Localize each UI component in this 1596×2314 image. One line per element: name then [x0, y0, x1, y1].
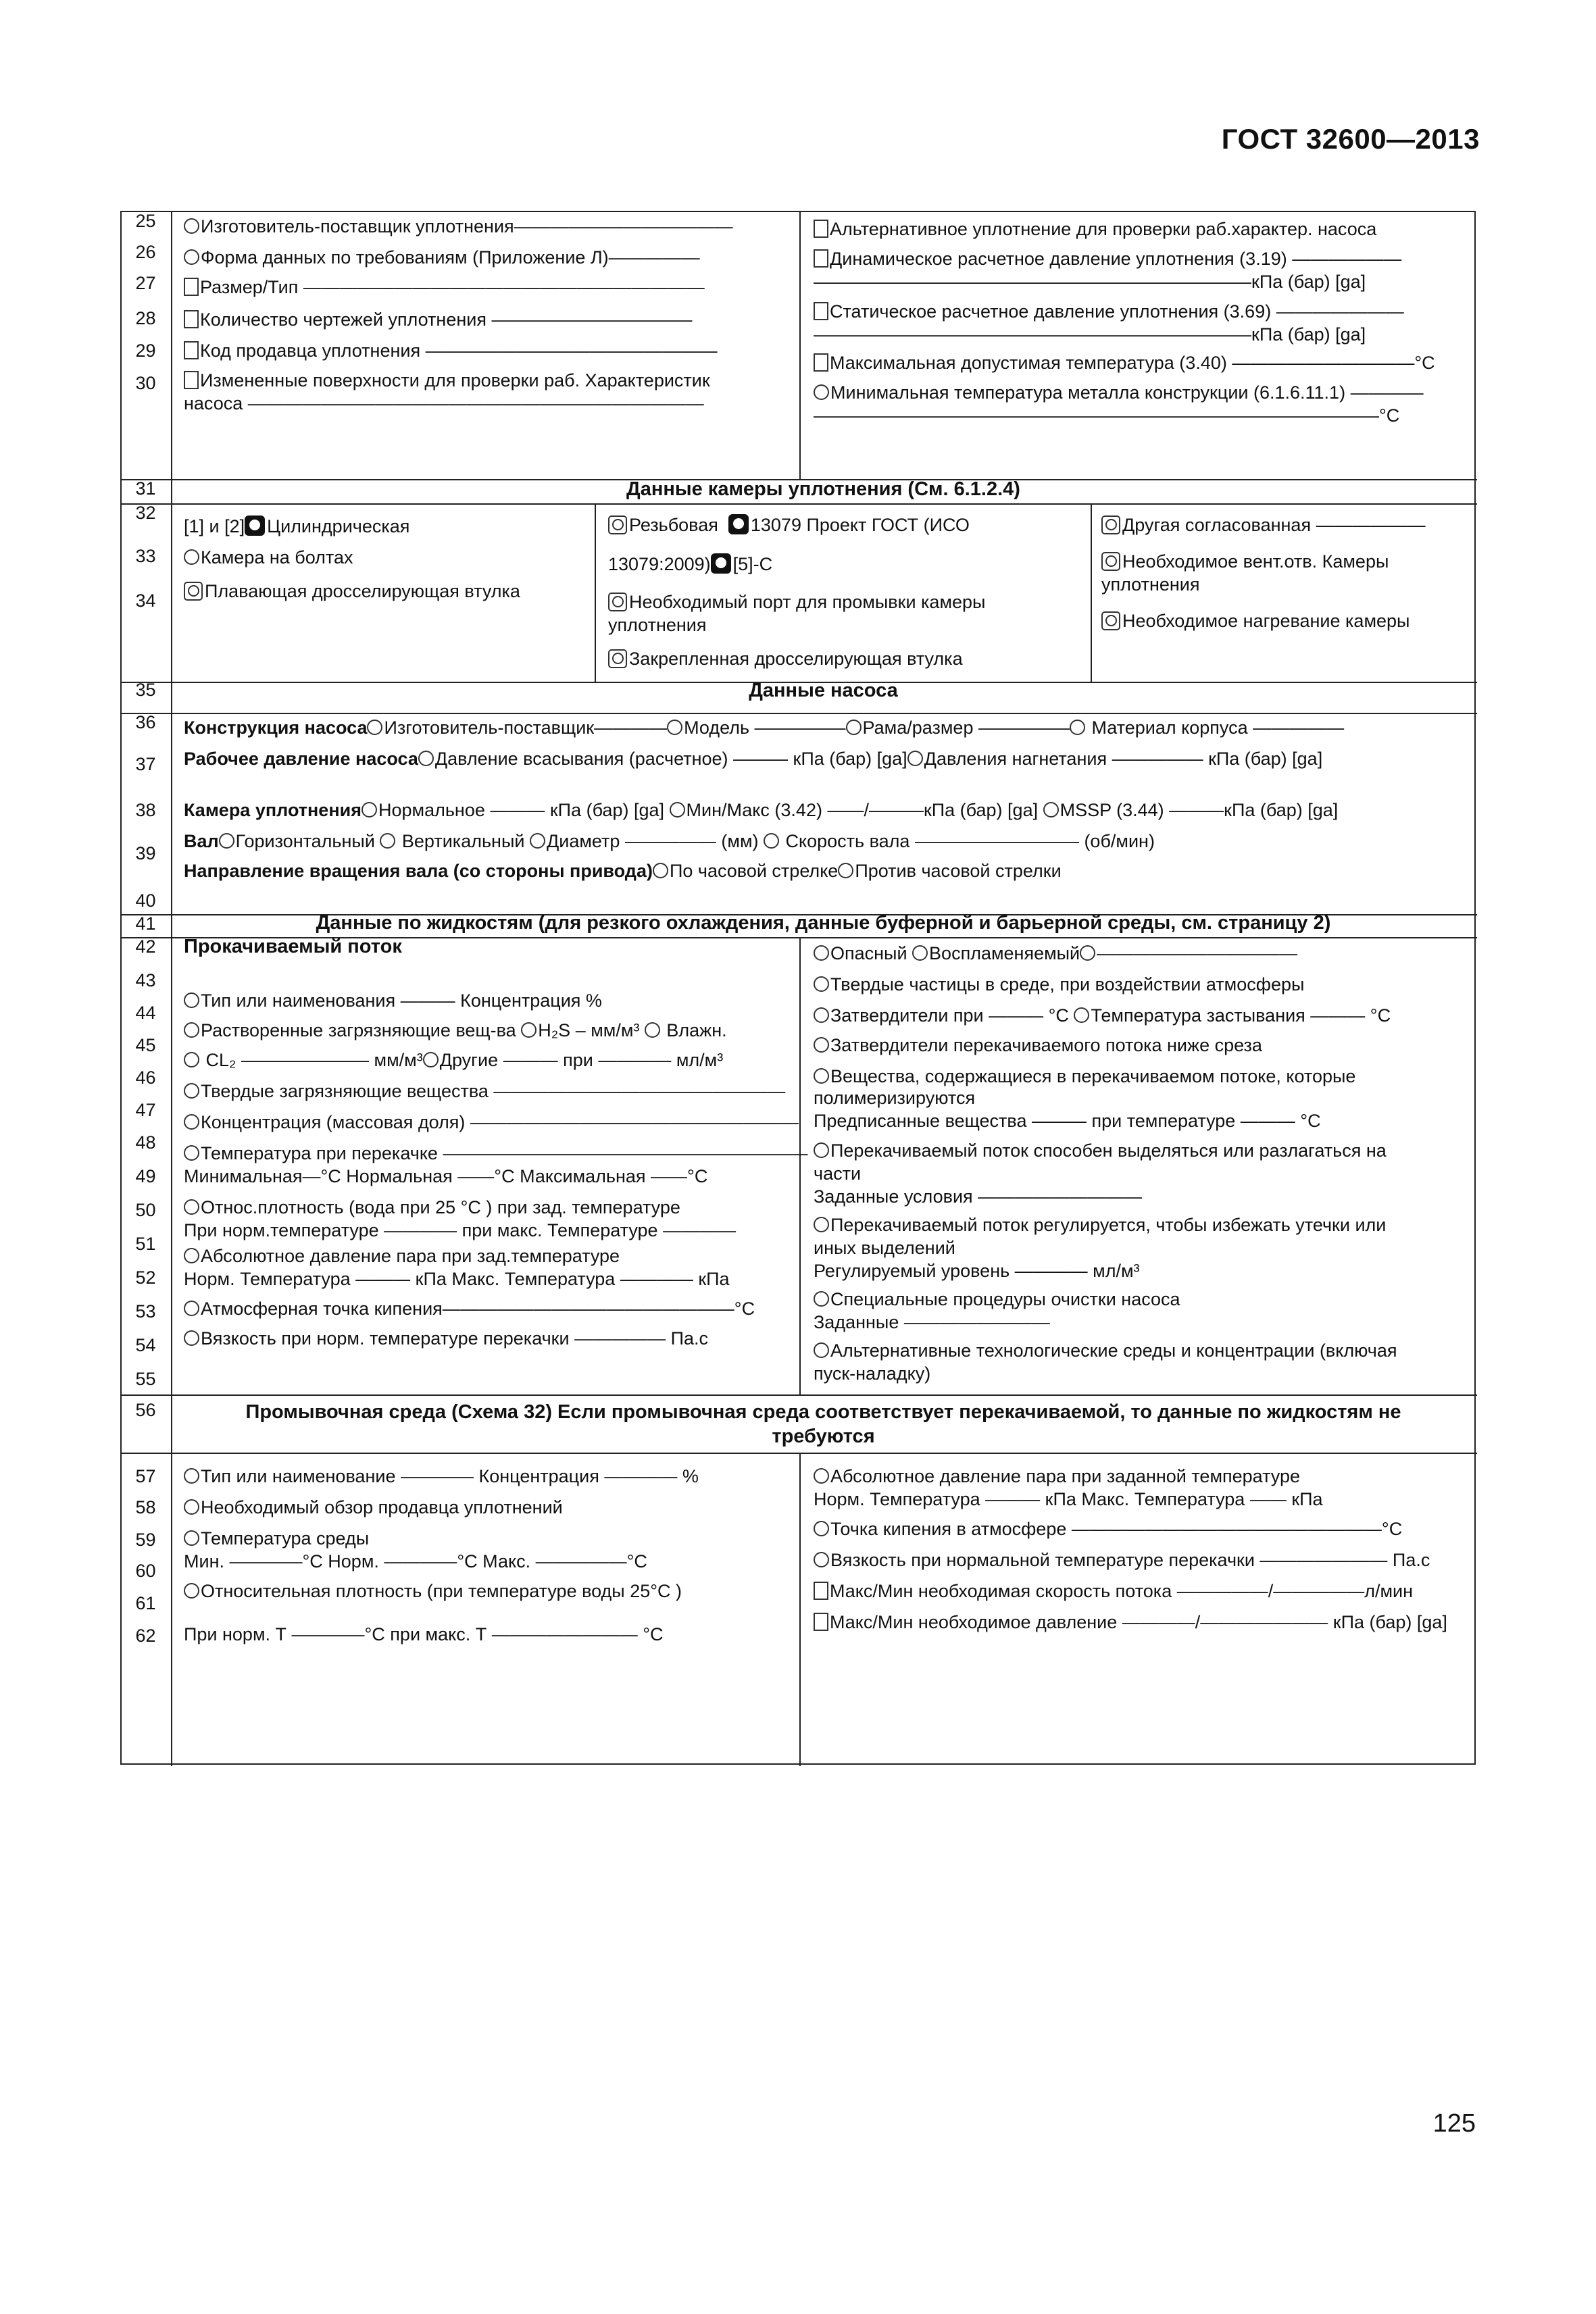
field-line [814, 381, 1424, 404]
field-line [608, 647, 963, 670]
field-label: 13079 Проект ГОСТ (ИСО [750, 515, 970, 535]
row-number: 59 [135, 1530, 156, 1550]
document-header: ГОСТ 32600—2013 [1221, 123, 1480, 155]
radio-icon[interactable] [907, 751, 923, 766]
radio-icon[interactable] [184, 1145, 199, 1161]
field-line [814, 973, 1304, 996]
field-line [184, 1496, 563, 1519]
boxed-radio-icon[interactable] [1101, 552, 1120, 571]
radio-icon[interactable] [184, 218, 199, 234]
checkbox-icon[interactable] [814, 1613, 828, 1631]
selected-radio-icon[interactable] [728, 514, 749, 534]
field-label: Закрепленная дросселирующая втулка [629, 649, 963, 669]
field-label: Рабочее давление насоса [184, 749, 418, 769]
field-label: Против часовой стрелки [855, 861, 1062, 881]
field-line [184, 276, 705, 299]
field-label: Необходимый порт для промывки камеры [629, 592, 986, 612]
field-line [184, 1465, 699, 1488]
field-line [184, 1080, 785, 1103]
field-line: ———————————————————————————————°С [814, 405, 1400, 426]
checkbox-icon[interactable] [814, 220, 828, 238]
field-line [814, 1549, 1430, 1571]
row-number: 38 [135, 800, 156, 820]
field-label: Температура среды [201, 1528, 370, 1549]
row-number: 35 [135, 680, 156, 700]
field-line [814, 300, 1404, 323]
radio-icon[interactable] [814, 1037, 829, 1053]
row-number: 50 [135, 1200, 156, 1220]
field-line [814, 1004, 1391, 1027]
radio-icon[interactable] [184, 1114, 199, 1130]
field-label: Давления нагнетания ————— кПа (бар) [ga] [924, 749, 1323, 769]
field-line [184, 747, 1322, 770]
radio-icon[interactable] [418, 751, 434, 766]
field-label: Модель ————— [684, 718, 846, 738]
row-number: 47 [135, 1100, 156, 1120]
radio-icon[interactable] [1070, 720, 1085, 735]
boxed-radio-icon[interactable] [1101, 611, 1120, 630]
field-line [1101, 513, 1426, 536]
field-line [814, 1213, 1386, 1236]
field-label: Конструкция насоса [184, 718, 368, 738]
field-line [184, 1244, 620, 1267]
row-number: 36 [135, 712, 156, 732]
radio-icon[interactable] [1080, 945, 1095, 961]
field-label: Горизонтальный [235, 831, 380, 851]
radio-icon[interactable] [814, 1068, 829, 1084]
field-label: Вертикальный [397, 831, 530, 851]
section-title-cont: требуются [772, 1426, 875, 1447]
row-number: 33 [135, 546, 156, 566]
field-label: Абсолютное давление пара при зад.температуре [201, 1246, 620, 1266]
field-label: Твердые загрязняющие вещества ———————————————— [201, 1081, 786, 1101]
field-line [184, 859, 1062, 882]
field-line [184, 215, 733, 238]
field-label: Необходимое нагревание камеры [1122, 611, 1410, 631]
radio-icon[interactable] [184, 1583, 199, 1599]
field-label: Относительная плотность (при температуре воды 25°С ) [201, 1581, 682, 1601]
radio-icon[interactable] [184, 1022, 199, 1038]
radio-icon[interactable] [814, 1552, 829, 1567]
field-line [814, 1580, 1413, 1603]
field-label: Мин/Макс (3.42) ——/———кПа (бар) [ga] [686, 800, 1043, 820]
radio-icon[interactable] [423, 1052, 439, 1067]
row-number: 49 [135, 1166, 156, 1186]
section-title: Промывочная среда (Схема 32) Если промывочная среда соответствует перекачиваемой, то данные по жидкостям не [245, 1401, 1401, 1423]
row-number: 41 [135, 913, 156, 934]
field-label: Перекачиваемый поток способен выделяться или разлагаться на [830, 1140, 1387, 1161]
field-line [814, 1034, 1262, 1057]
checkbox-icon[interactable] [184, 371, 199, 389]
selected-radio-icon[interactable] [245, 515, 265, 536]
field-label: Динамическое расчетное давление уплотнения (3.19) —————— [830, 249, 1402, 269]
row-number: 39 [135, 843, 156, 863]
radio-icon[interactable] [667, 720, 682, 735]
row-number: 34 [135, 590, 156, 611]
field-line [184, 246, 700, 269]
field-label: Цилиндрическая [267, 516, 410, 536]
field-line [184, 369, 710, 392]
checkbox-icon[interactable] [814, 1582, 828, 1600]
field-label: Камера на болтах [201, 547, 353, 568]
field-line: пуск-наладку) [814, 1363, 931, 1384]
field-label: Абсолютное давление пара при заданной температуре [830, 1466, 1300, 1486]
field-line [608, 590, 985, 613]
field-label: Направление вращения вала (со стороны привода) [184, 861, 653, 881]
vline-s1 [799, 212, 801, 479]
field-label: Вещества, содержащиеся в перекачиваемом потоке, которые [830, 1066, 1356, 1086]
field-label: Температура при перекачке ———————————————————— [201, 1143, 808, 1163]
checkbox-icon[interactable] [184, 341, 199, 359]
radio-icon[interactable] [184, 1468, 199, 1484]
field-line [184, 1527, 369, 1550]
row-number: 51 [135, 1234, 156, 1254]
row-number: 57 [135, 1466, 156, 1486]
subsection-title: Прокачиваемый поток [184, 936, 402, 957]
radio-icon[interactable] [184, 549, 199, 565]
row-number: 29 [135, 341, 156, 361]
field-line: полимеризируются [814, 1088, 976, 1108]
radio-icon[interactable] [645, 1022, 660, 1038]
radio-icon[interactable] [1074, 1007, 1089, 1023]
field-label: Атмосферная точка кипения————————————————°С [201, 1299, 755, 1319]
field-line: Норм. Температура ——— кПа Макс. Температура —— кПа [814, 1489, 1323, 1509]
field-label: Твердые частицы в среде, при воздействии атмосферы [830, 974, 1305, 995]
field-line [814, 942, 1297, 965]
field-label: Растворенные загрязняющие вещ-ва [201, 1020, 522, 1040]
field-line [184, 1142, 807, 1165]
section-title: Данные камеры уплотнения (См. 6.1.2.4) [626, 478, 1020, 500]
radio-icon[interactable] [838, 863, 853, 878]
radio-icon[interactable] [184, 1248, 199, 1263]
field-label: Код продавца уплотнения ———————————————— [200, 341, 718, 361]
field-label: Точка кипения в атмосфере —————————————————°С [830, 1519, 1403, 1539]
field-label: Тип или наименования ——— Концентрация % [201, 990, 602, 1011]
field-label: Минимальная температура металла конструкции (6.1.6.11.1) ———— [830, 382, 1424, 403]
page-number: 125 [1432, 2109, 1476, 2138]
field-line [608, 513, 970, 536]
field-label: Статическое расчетное давление уплотнения (3.69) ——————— [830, 301, 1404, 322]
field-label: Макс/Мин необходимое давление ————/——————— кПа (бар) [ga] [830, 1612, 1447, 1632]
row-number: 42 [135, 936, 156, 957]
field-line [184, 799, 1338, 822]
field-label: Специальные процедуры очистки насоса [830, 1289, 1180, 1309]
boxed-radio-icon[interactable] [608, 515, 627, 534]
field-label: H₂S – мм/м³ [538, 1020, 645, 1040]
field-line: части [814, 1163, 862, 1184]
boxed-radio-icon[interactable] [184, 582, 203, 601]
radio-icon[interactable] [361, 802, 377, 818]
vline-s2b [1091, 503, 1092, 682]
field-label: Диаметр ————— (мм) [546, 831, 764, 851]
field-label: Затвердители перекачиваемого потока ниже среза [830, 1035, 1262, 1055]
field-label: [5]-С [732, 554, 773, 574]
field-label: Воспламеняемый [929, 943, 1080, 963]
field-label: Плавающая дросселирующая втулка [205, 581, 520, 601]
field-label: CL₂ ——————— мм/м³ [201, 1050, 423, 1070]
field-line [184, 546, 353, 569]
field-line [184, 1111, 799, 1134]
hline-32 [122, 503, 1477, 505]
field-label: Вязкость при норм. температуре перекачки ————— Па.с [201, 1328, 709, 1349]
selected-radio-icon[interactable] [711, 553, 731, 574]
field-line [814, 351, 1435, 374]
field-line: уплотнения [1101, 574, 1200, 595]
field-line [608, 553, 772, 576]
field-label: Необходимый обзор продавца уплотнений [201, 1497, 563, 1517]
radio-icon[interactable] [521, 1022, 537, 1038]
field-label: Вязкость при нормальной температуре перекачки ——————— Па.с [830, 1550, 1430, 1570]
field-line: уплотнения [608, 615, 707, 635]
field-line [184, 1580, 682, 1603]
row-number: 37 [135, 754, 156, 774]
field-label: Камера уплотнения [184, 800, 361, 820]
field-label: Вал [184, 831, 219, 851]
vline-s5 [799, 1453, 801, 1766]
field-line: насоса ————————————————————————— [184, 393, 704, 413]
radio-icon[interactable] [219, 833, 234, 849]
field-line [184, 1049, 723, 1072]
checkbox-icon[interactable] [814, 249, 828, 268]
radio-icon[interactable] [814, 1142, 829, 1158]
field-line [184, 580, 520, 603]
field-label: Резьбовая [629, 515, 718, 535]
hline-56 [122, 1394, 1477, 1396]
radio-icon[interactable] [380, 833, 395, 849]
field-line [814, 1339, 1397, 1362]
radio-icon[interactable] [1043, 802, 1059, 818]
radio-icon[interactable] [184, 1499, 199, 1515]
section-title: Данные насоса [749, 680, 898, 701]
field-label: Форма данных по требованиям (Приложение Л)————— [201, 247, 700, 268]
radio-icon[interactable] [814, 1291, 829, 1307]
boxed-radio-icon[interactable] [1101, 515, 1120, 534]
field-line [814, 1517, 1402, 1540]
field-line [184, 716, 1344, 739]
radio-icon[interactable] [184, 992, 199, 1008]
radio-icon[interactable] [814, 1217, 829, 1232]
field-line [184, 515, 409, 538]
field-label: Давление всасывания (расчетное) ——— кПа (бар) [ga] [434, 749, 907, 769]
field-label: [1] и [2] [184, 516, 245, 536]
row-number: 27 [135, 273, 156, 293]
checkbox-icon[interactable] [814, 353, 828, 372]
field-line [1101, 550, 1389, 573]
field-label: Необходимое вент.отв. Камеры [1122, 551, 1389, 572]
field-label: MSSP (3.44) ———кПа (бар) [ga] [1059, 800, 1339, 820]
field-label: Альтернативное уплотнение для проверки раб.характер. насоса [830, 219, 1377, 239]
field-label: Размер/Тип —————————————————————— [200, 277, 705, 297]
hline-36 [122, 713, 1477, 714]
field-label: Измененные поверхности для проверки раб. Характеристик [200, 370, 710, 391]
field-line [184, 830, 1155, 853]
field-line: Минимальная—°С Нормальная ——°С Максимальная ——°С [184, 1166, 708, 1186]
field-line: ————————————————————————кПа (бар) [ga] [814, 272, 1366, 292]
field-line [814, 1139, 1387, 1162]
radio-icon[interactable] [814, 1521, 829, 1536]
field-line [184, 1196, 680, 1219]
col-divider-numbers [171, 212, 172, 1766]
row-number: 45 [135, 1035, 156, 1055]
radio-icon[interactable] [814, 384, 829, 400]
field-line: При норм. Т ————°С при макс. Т ———————— °С [184, 1624, 664, 1644]
field-line: Предписанные вещества ——— при температуре ——— °С [814, 1111, 1321, 1131]
field-label: Максимальная допустимая температура (3.40) ——————————°С [830, 353, 1435, 373]
row-number: 26 [135, 242, 156, 262]
field-label: Другая согласованная —————— [1122, 515, 1426, 535]
boxed-radio-icon[interactable] [608, 649, 627, 668]
field-label: Изготовитель-поставщик———— [384, 718, 668, 738]
field-label: Температура застывания ——— °С [1091, 1005, 1391, 1026]
field-label: Нормальное ——— кПа (бар) [ga] [378, 800, 670, 820]
radio-icon[interactable] [814, 1007, 829, 1023]
field-line [184, 1297, 755, 1320]
row-number: 55 [135, 1369, 156, 1389]
row-number: 53 [135, 1301, 156, 1322]
row-number: 25 [135, 211, 156, 231]
radio-icon[interactable] [184, 249, 199, 265]
row-number: 46 [135, 1067, 156, 1088]
radio-icon[interactable] [814, 945, 829, 961]
field-label: Опасный [830, 943, 913, 963]
field-label: ——————————— [1097, 943, 1298, 963]
field-line: Заданные ———————— [814, 1312, 1050, 1332]
row-number: 31 [135, 478, 156, 499]
radio-icon[interactable] [367, 720, 382, 735]
field-label: Влажн. [661, 1020, 727, 1040]
radio-icon[interactable] [670, 802, 685, 818]
field-line: Мин. ————°С Норм. ————°С Макс. —————°С [184, 1551, 647, 1571]
radio-icon[interactable] [184, 1199, 199, 1215]
row-number: 40 [135, 890, 156, 911]
radio-icon[interactable] [184, 1083, 199, 1099]
field-label: Изготовитель-поставщик уплотнения———————————— [201, 216, 733, 236]
field-line: Заданные условия ————————— [814, 1186, 1143, 1207]
row-number: 61 [135, 1593, 156, 1613]
row-number: 54 [135, 1335, 156, 1355]
radio-icon[interactable] [814, 1342, 829, 1358]
field-line [184, 1327, 708, 1350]
field-label: Рама/размер ————— [862, 718, 1070, 738]
row-number: 30 [135, 373, 156, 393]
row-number: 48 [135, 1132, 156, 1153]
radio-icon[interactable] [530, 833, 545, 849]
field-line [814, 247, 1401, 270]
boxed-radio-icon[interactable] [608, 593, 627, 611]
field-label: Количество чертежей уплотнения ——————————— [200, 309, 693, 330]
field-label: Скорость вала ————————— (об/мин) [780, 831, 1155, 851]
field-label: Перекачиваемый поток регулируется, чтобы избежать утечки или [830, 1215, 1387, 1235]
radio-icon[interactable] [653, 863, 668, 878]
row-number: 60 [135, 1561, 156, 1581]
field-label: Материал корпуса ————— [1086, 718, 1345, 738]
radio-icon[interactable] [814, 1468, 829, 1484]
radio-icon[interactable] [814, 976, 829, 992]
field-label: Затвердители при ——— °С [830, 1005, 1074, 1026]
checkbox-icon[interactable] [184, 278, 199, 296]
field-label: По часовой стрелке [669, 861, 839, 881]
radio-icon[interactable] [184, 1301, 199, 1316]
field-line [814, 1065, 1355, 1088]
radio-icon[interactable] [912, 945, 928, 961]
radio-icon[interactable] [764, 833, 779, 849]
field-line: При норм.температуре ———— при макс. Температуре ———— [184, 1220, 737, 1240]
row-number: 28 [135, 308, 156, 328]
field-label: Концентрация (массовая доля) —————————————————— [201, 1112, 799, 1132]
field-label: Другие ——— при ———— мл/м³ [439, 1050, 724, 1070]
row-number: 58 [135, 1497, 156, 1517]
field-line: Норм. Температура ——— кПа Макс. Температура ———— кПа [184, 1269, 730, 1289]
field-line [814, 1611, 1447, 1634]
vline-s4 [799, 937, 801, 1394]
row-number: 62 [135, 1626, 156, 1646]
field-line [184, 308, 692, 331]
field-line [814, 1465, 1300, 1488]
field-line [184, 339, 718, 362]
field-label: Альтернативные технологические среды и концентрации (включая [830, 1340, 1397, 1361]
field-line: Регулируемый уровень ———— мл/м³ [814, 1261, 1140, 1281]
vline-s2a [595, 503, 596, 682]
radio-icon[interactable] [184, 1052, 199, 1067]
field-line [814, 218, 1376, 241]
field-line: ————————————————————————кПа (бар) [ga] [814, 324, 1366, 345]
field-label: 13079:2009) [608, 554, 711, 574]
field-line [184, 989, 602, 1012]
checkbox-icon[interactable] [184, 310, 199, 328]
row-number: 43 [135, 970, 156, 990]
radio-icon[interactable] [184, 1530, 199, 1546]
field-line [184, 1019, 727, 1042]
row-number: 32 [135, 503, 156, 523]
field-label: Тип или наименование ———— Концентрация ———— % [201, 1466, 699, 1486]
field-line: иных выделений [814, 1238, 955, 1258]
section-title: Данные по жидкостям (для резкого охлаждения, данные буферной и барьерной среды, см. страницу 2) [316, 912, 1331, 934]
row-number: 44 [135, 1003, 156, 1023]
field-label: Относ.плотность (вода при 25 °С ) при зад. температуре [201, 1197, 680, 1217]
checkbox-icon[interactable] [814, 302, 828, 320]
radio-icon[interactable] [184, 1330, 199, 1346]
field-line [1101, 609, 1410, 632]
field-line [814, 1288, 1180, 1311]
row-number: 52 [135, 1267, 156, 1288]
radio-icon[interactable] [846, 720, 862, 735]
row-number: 56 [135, 1400, 156, 1420]
field-label: Макс/Мин необходимая скорость потока —————/—————л/мин [830, 1581, 1414, 1601]
